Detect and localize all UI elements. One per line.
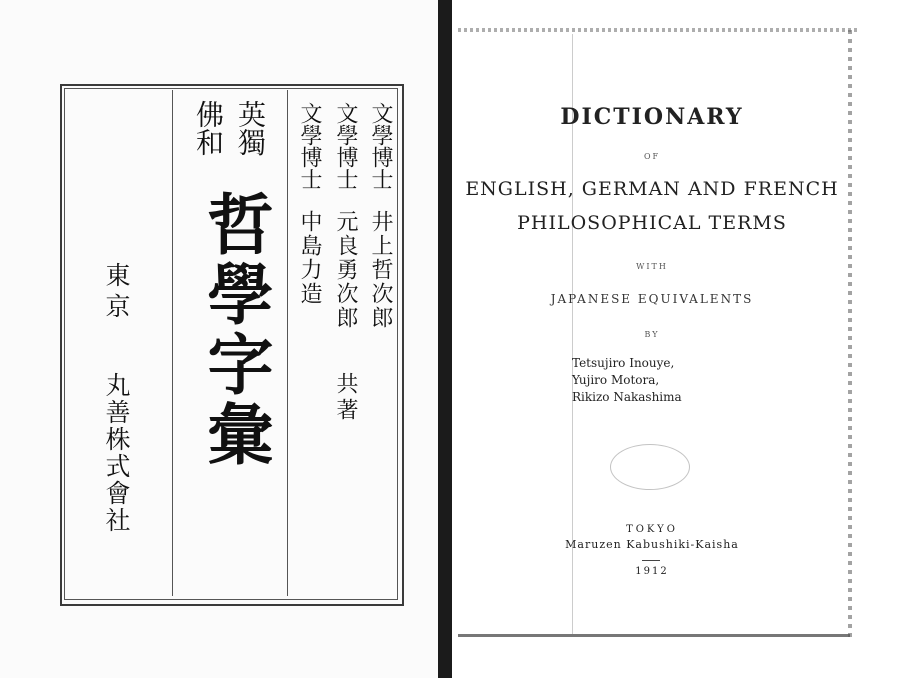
year-rule bbox=[642, 560, 660, 561]
title-by: BY bbox=[644, 330, 660, 339]
publisher-name-english: Maruzen Kabushiki-Kaisha bbox=[565, 538, 739, 551]
title-equivalents: JAPANESE EQUIVALENTS bbox=[550, 292, 754, 306]
page-edge-top bbox=[458, 28, 858, 32]
author-motora: Yujiro Motora, bbox=[572, 373, 660, 387]
author-2-degree: 文學博士 bbox=[333, 102, 358, 190]
subtitle-languages-1: 英獨 bbox=[234, 100, 267, 156]
author-nakashima: Rikizo Nakashima bbox=[572, 390, 682, 404]
author-3-degree: 文學博士 bbox=[297, 102, 322, 190]
title-subject: PHILOSOPHICAL TERMS bbox=[517, 212, 787, 234]
book-gutter bbox=[438, 0, 452, 678]
publisher-name: 丸善株式會社 bbox=[102, 372, 131, 534]
column-divider-authors bbox=[287, 90, 288, 596]
joint-authorship: 共著 bbox=[333, 372, 358, 424]
author-3-name: 中島力造 bbox=[297, 210, 322, 306]
author-1-degree: 文學博士 bbox=[368, 102, 393, 190]
column-divider-publisher bbox=[172, 90, 173, 596]
publication-year: 1912 bbox=[635, 566, 669, 577]
subtitle-languages-2: 佛和 bbox=[192, 100, 225, 156]
book-title-japanese: 哲學字彙 bbox=[196, 190, 274, 470]
publisher-device-mark bbox=[610, 444, 690, 490]
title-of: OF bbox=[643, 152, 661, 161]
author-inouye: Tetsujiro Inouye, bbox=[572, 356, 675, 370]
title-with: WITH bbox=[636, 262, 668, 271]
page-edge-bottom bbox=[458, 634, 850, 637]
publisher-place: 東京 bbox=[102, 262, 131, 324]
title-languages: ENGLISH, GERMAN AND FRENCH bbox=[465, 178, 839, 200]
book-title-english: DICTIONARY bbox=[560, 104, 744, 130]
publication-place: TOKYO bbox=[626, 524, 678, 535]
author-1-name: 井上哲次郎 bbox=[368, 210, 393, 330]
author-2-name: 元良勇次郎 bbox=[333, 210, 358, 330]
